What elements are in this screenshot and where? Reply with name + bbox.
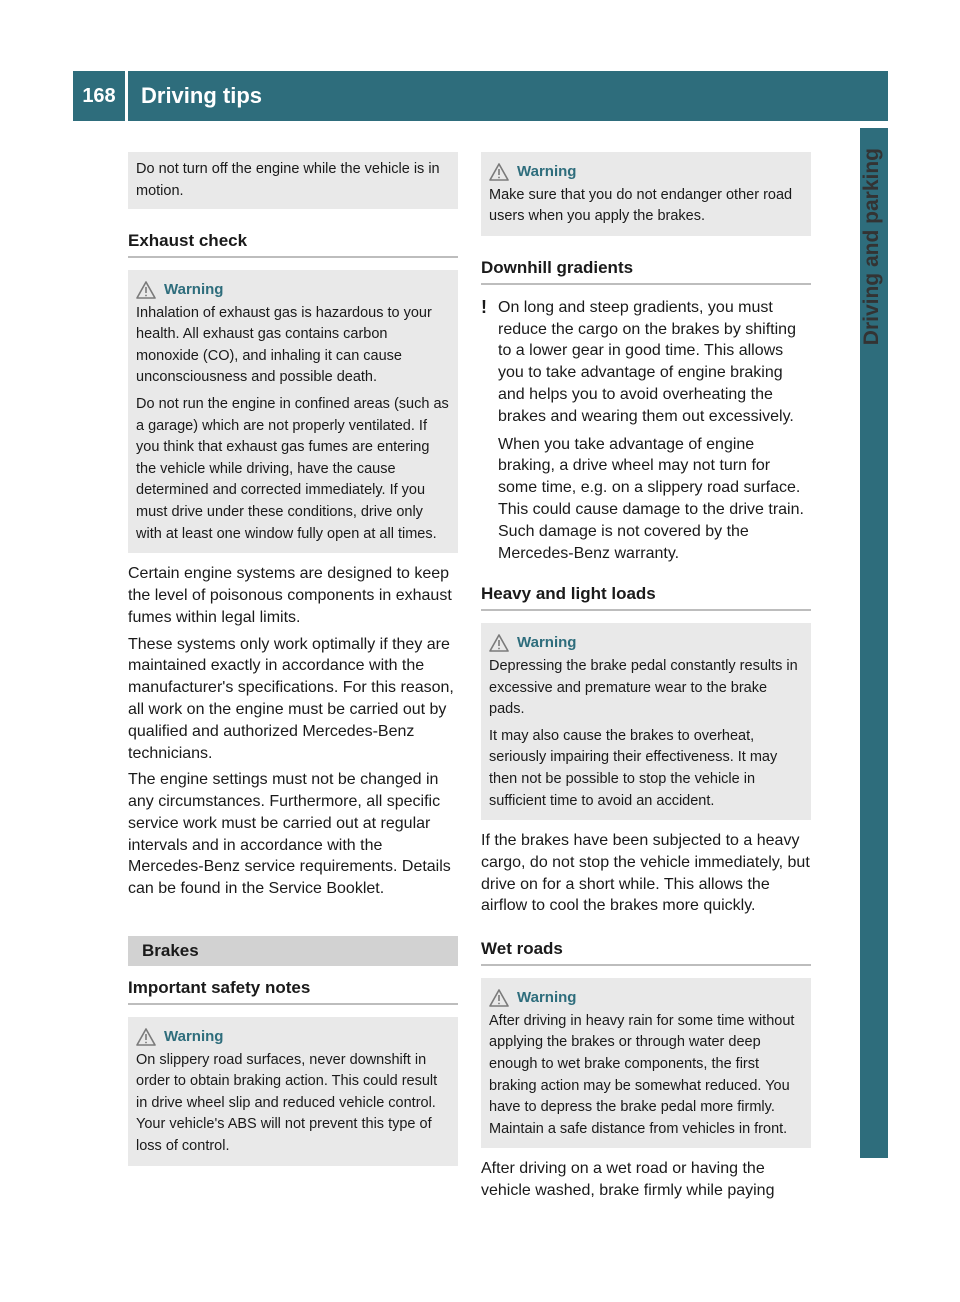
brake-apply-warning: [481, 152, 811, 236]
warning-triangle-icon: [489, 634, 509, 652]
wet-warning: [481, 978, 811, 1148]
exhaust-body: [128, 563, 458, 900]
header-divider: [125, 71, 128, 121]
warning-paragraph: Make sure that you do not endanger other road users when you apply the brakes.: [489, 186, 793, 225]
warning-triangle-icon: [136, 1028, 156, 1046]
left-column: [128, 152, 458, 1166]
warning-triangle-icon: [489, 989, 509, 1007]
warning-header: [136, 1026, 450, 1048]
warning-paragraph: Depressing the brake pedal constantly results in excessive and premature wear to the brake pads.: [489, 657, 798, 718]
warning-header: [489, 632, 803, 654]
warning-title: Warning: [517, 989, 577, 1007]
loads-warning: [481, 623, 811, 820]
wet-body: After driving on a wet road or having the vehicle washed, brake firmly while paying: [481, 1160, 775, 1200]
caution-paragraph: When you take advantage of engine braking, a drive wheel may not turn for some time, e.g. on a slippery road surface. This could cause damage to the drive train. Such damage is not covered by the Mercedes-Benz warranty.: [498, 435, 804, 562]
warning-paragraph: Do not run the engine in confined areas (such as a garage) which are not properly ventilated. If you think that exhaust gas fumes are entering the vehicle while driving, have the cause determined and corrected immediately. If you must drive under these conditions, drive only with at least one window fully open at all times.: [136, 395, 449, 542]
warning-header: [489, 987, 803, 1009]
body-paragraph: These systems only work optimally if they are maintained exactly in accordance with the manufacturer's specifications. For this reason, all work on the engine must be carried out by qualified and authorized Mercedes-Benz technicians.: [128, 635, 454, 762]
warning-title: Warning: [517, 163, 577, 180]
body-paragraph: Certain engine systems are designed to keep the level of poisonous components in exhaust fumes within legal limits.: [128, 565, 452, 626]
warning-title: Warning: [517, 634, 577, 652]
right-column: [481, 152, 811, 1207]
loads-body: If the brakes have been subjected to a heavy cargo, do not stop the vehicle immediately, but drive on for a short while. This allows the airflow to cool the brakes more quickly.: [481, 832, 810, 915]
engine-note-text: Do not turn off the engine while the vehicle is in motion.: [136, 161, 440, 199]
warning-header: [489, 161, 803, 183]
warning-title: Warning: [164, 1028, 224, 1046]
downhill-heading: Downhill gradients: [481, 258, 811, 285]
warning-paragraph: It may also cause the brakes to overheat, seriously impairing their effectiveness. It may then not be possible to stop the vehicle in sufficient time to avoid an accident.: [489, 727, 778, 809]
warning-paragraph: On slippery road surfaces, never downshift in order to obtain braking action. This could result in drive wheel slip and reduced vehicle control. Your vehicle's ABS will not prevent this type of loss of control.: [136, 1051, 438, 1155]
warning-paragraph: Inhalation of exhaust gas is hazardous to your health. All exhaust gas contains carbon monoxide (CO), and inhaling it can cause unconsciousness and possible death.: [136, 304, 432, 386]
warning-header: [136, 279, 450, 301]
safety-warning: [128, 1017, 458, 1166]
engine-note: [128, 152, 458, 209]
exhaust-heading: Exhaust check: [128, 231, 458, 258]
warning-triangle-icon: [136, 281, 156, 299]
side-tab-label: Driving and parking: [860, 148, 883, 346]
caution-body: [498, 297, 811, 571]
wet-heading: Wet roads: [481, 939, 811, 966]
caution-icon: !: [481, 296, 487, 317]
downhill-caution: [481, 297, 811, 571]
body-paragraph: The engine settings must not be changed in any circumstances. Furthermore, all specific service work must be carried out at regular intervals and in accordance with the Mercedes-Benz service requirements. Details can be found in the Service Booklet.: [128, 771, 451, 898]
safety-heading: Important safety notes: [128, 978, 458, 1005]
brakes-section-title: Brakes: [128, 936, 458, 966]
page-title: Driving tips: [141, 83, 263, 108]
loads-heading: Heavy and light loads: [481, 584, 811, 611]
page-number: 168: [82, 84, 116, 107]
warning-title: Warning: [164, 281, 224, 298]
caution-paragraph: On long and steep gradients, you must reduce the cargo on the brakes by shifting to a lower gear in good time. This allows you to take advantage of engine braking and helps you to avoid overheating the brakes and wearing them out excessively.: [498, 298, 796, 425]
warning-paragraph: After driving in heavy rain for some time without applying the brakes or through water deep enough to wet brake components, the first braking action may be somewhat reduced. You have to depress the brake pedal more firmly. Maintain a safe distance from vehicles in front.: [489, 1012, 795, 1137]
exhaust-warning: [128, 270, 458, 553]
warning-triangle-icon: [489, 163, 509, 181]
